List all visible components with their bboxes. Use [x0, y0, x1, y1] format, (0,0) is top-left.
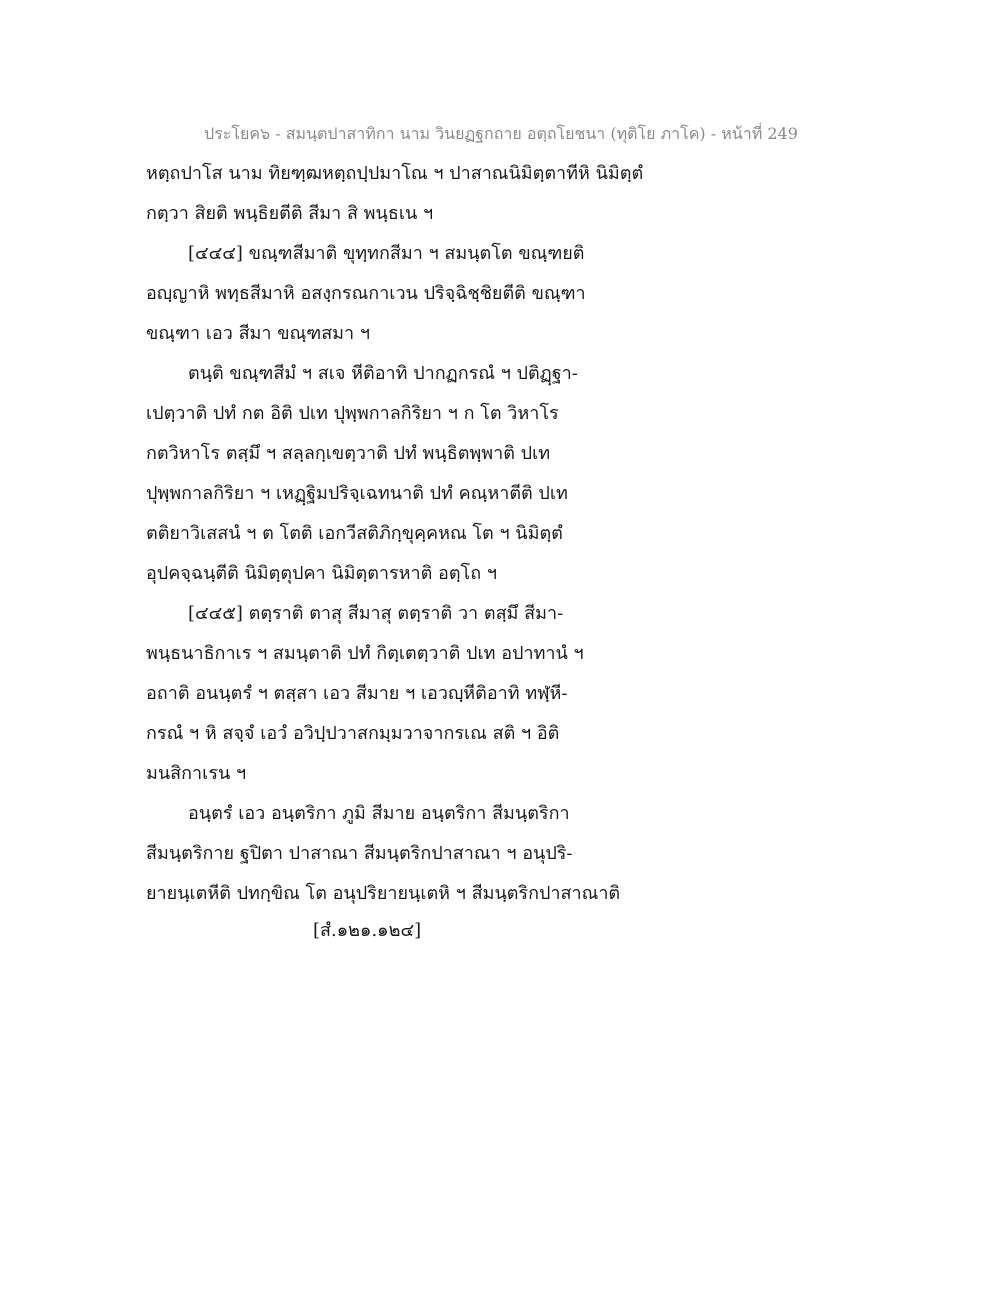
text-line: ยายนฺเตหีติ ปทกฺขิณ โต อนุปริยายนฺเตหิ ฯ สีมนฺตริกปาสาณาติ: [146, 883, 621, 904]
text-line: ขณฺฑา เอว สีมา ขณฺฑสมา ฯ: [146, 323, 370, 344]
text-line: สีมนฺตริกาย ฐปิตา ปาสาณา สีมนฺตริกปาสาณา ฯ อนุปริ-: [146, 843, 573, 864]
text-line: กตฺวา สิยติ พนฺธิยตีติ สีมา สิ พนฺธเน ฯ: [146, 203, 434, 224]
text-line: อญฺญาหิ พทฺธสีมาหิ อสงฺกรณกาเวน ปริจฺฉิชฺชิยตีติ ขณฺฑา: [146, 283, 586, 304]
text-line: [๔๔๕] ตตฺราติ ตาสุ สีมาสุ ตตฺราติ วา ตสฺมึ สีมา-: [188, 603, 564, 624]
text-line: พนฺธนาธิกาเร ฯ สมนฺตาติ ปทํ กิตฺเตตฺวาติ ปเท อปาทานํ ฯ: [146, 643, 584, 664]
text-line: ตนฺติ ขณฺฑสีมํ ฯ สเจ หีติอาทิ ปากฏกรณํ ฯ ปติฏฺฐา-: [188, 363, 578, 384]
text-line: อนฺตรํ เอว อนฺตริกา ภูมิ สีมาย อนฺตริกา สีมนฺตริกา: [188, 803, 570, 824]
text-line: กรณํ ฯ หิ สจฺจํ เอวํ อวิปฺปวาสกมฺมวาจากรเณ สติ ฯ อิติ: [146, 723, 560, 744]
text-line: ปุพฺพกาลกิริยา ฯ เหฏฺฐิมปริจฺเฉทนาติ ปทํ คณฺหาตีติ ปเท: [146, 483, 568, 504]
text-line: [๔๔๔] ขณฺฑสีมาติ ขุทฺทกสีมา ฯ สมนฺตโต ขณฺฑยติ: [188, 243, 585, 264]
text-line: เปตฺวาติ ปทํ กต อิติ ปเท ปุพฺพกาลกิริยา ฯ ก โต วิหาโร: [146, 403, 559, 424]
footnote-reference: [สํ.๑๒๑.๑๒๔]: [313, 920, 422, 941]
text-line: อถาติ อนนฺตรํ ฯ ตสฺสา เอว สีมาย ฯ เอวญฺหีติอาทิ ทฬฺหี-: [146, 683, 568, 704]
text-line: อุปคจฺฉนฺตีติ นิมิตฺตุปคา นิมิตฺตารหาติ อตฺโถ ฯ: [146, 563, 497, 584]
text-line: มนสิกาเรน ฯ: [146, 763, 247, 784]
text-line: กตวิหาโร ตสฺมึ ฯ สลฺลกฺเขตฺวาติ ปทํ พนฺธิตพฺพาติ ปเท: [146, 443, 551, 464]
text-line: หตฺถปาโส นาม ทิยฑฺฒหตฺถปฺปมาโณ ฯ ปาสาณนิมิตฺตาทีหิ นิมิตฺตํ: [146, 163, 644, 184]
body-text: [146, 160, 846, 920]
running-header: ประโยค๖ - สมนฺตปาสาทิกา นาม วินยฏฐกถาย อตฺถโยชนา (ทุติโย ภาโค) - หน้าที่ 249: [204, 124, 798, 143]
text-line: ตติยาวิเสสนํ ฯ ต โตติ เอกวีสติภิกฺขุคฺคหณ โต ฯ นิมิตฺตํ: [146, 523, 563, 544]
